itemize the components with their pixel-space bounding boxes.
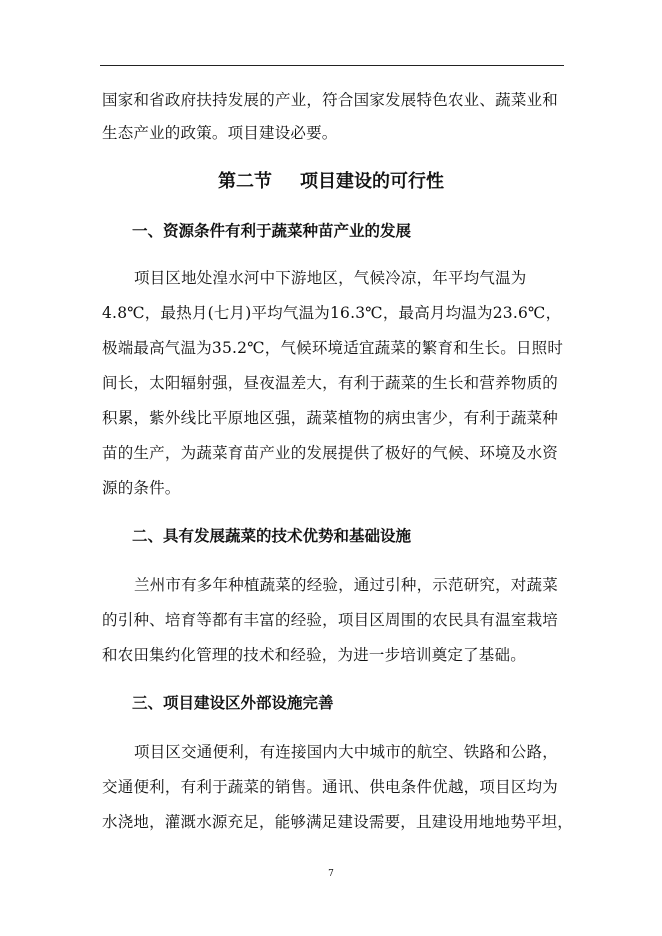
subsection-heading: 一、资源条件有利于蔬菜种苗产业的发展	[132, 221, 412, 240]
paragraph-line: 积累，紫外线比平原地区强，蔬菜植物的病虫害少，有利于蔬菜种	[102, 409, 558, 427]
paragraph-line: 兰州市有多年种植蔬菜的经验，通过引种，示范研究，对蔬菜	[134, 576, 558, 594]
page-number: 7	[328, 869, 334, 879]
paragraph-line: 项目区交通便利，有连接国内大中城市的航空、铁路和公路，	[134, 743, 558, 761]
paragraph-line: 极端最高气温为35.2℃，气候环境适宜蔬菜的繁育和生长。日照时	[102, 339, 564, 357]
section-number: 第二节	[218, 171, 272, 192]
subsection-heading: 二、具有发展蔬菜的技术优势和基础设施	[132, 526, 412, 545]
paragraph-line: 的引种、培育等都有丰富的经验，项目区周围的农民具有温室栽培	[102, 611, 558, 629]
paragraph-line: 间长，太阳辐射强，昼夜温差大，有利于蔬菜的生长和营养物质的	[102, 374, 558, 392]
paragraph-line: 国家和省政府扶持发展的产业，符合国家发展特色农业、蔬菜业和	[102, 91, 558, 109]
paragraph-line: 苗的生产，为蔬菜育苗产业的发展提供了极好的气候、环境及水资	[102, 444, 558, 462]
paragraph-line: 项目区地处湟水河中下游地区，气候冷凉，年平均气温为	[134, 269, 527, 287]
section-title-text: 项目建设的可行性	[300, 171, 444, 192]
header-rule	[100, 65, 564, 66]
paragraph-line: 交通便利，有利于蔬菜的销售。通讯、供电条件优越，项目区均为	[102, 778, 558, 796]
paragraph-line: 水浇地，灌溉水源充足，能够满足建设需要，且建设用地地势平坦，	[102, 813, 574, 831]
paragraph-line: 生态产业的政策。项目建设必要。	[102, 124, 338, 142]
section-title	[0, 170, 662, 194]
subsection-heading: 三、项目建设区外部设施完善	[132, 693, 334, 712]
paragraph-line: 4.8℃，最热月(七月)平均气温为16.3℃，最高月均温为23.6℃，	[102, 304, 562, 322]
paragraph-line: 和农田集约化管理的技术和经验，为进一步培训奠定了基础。	[102, 646, 526, 664]
paragraph-line: 源的条件。	[102, 479, 181, 497]
